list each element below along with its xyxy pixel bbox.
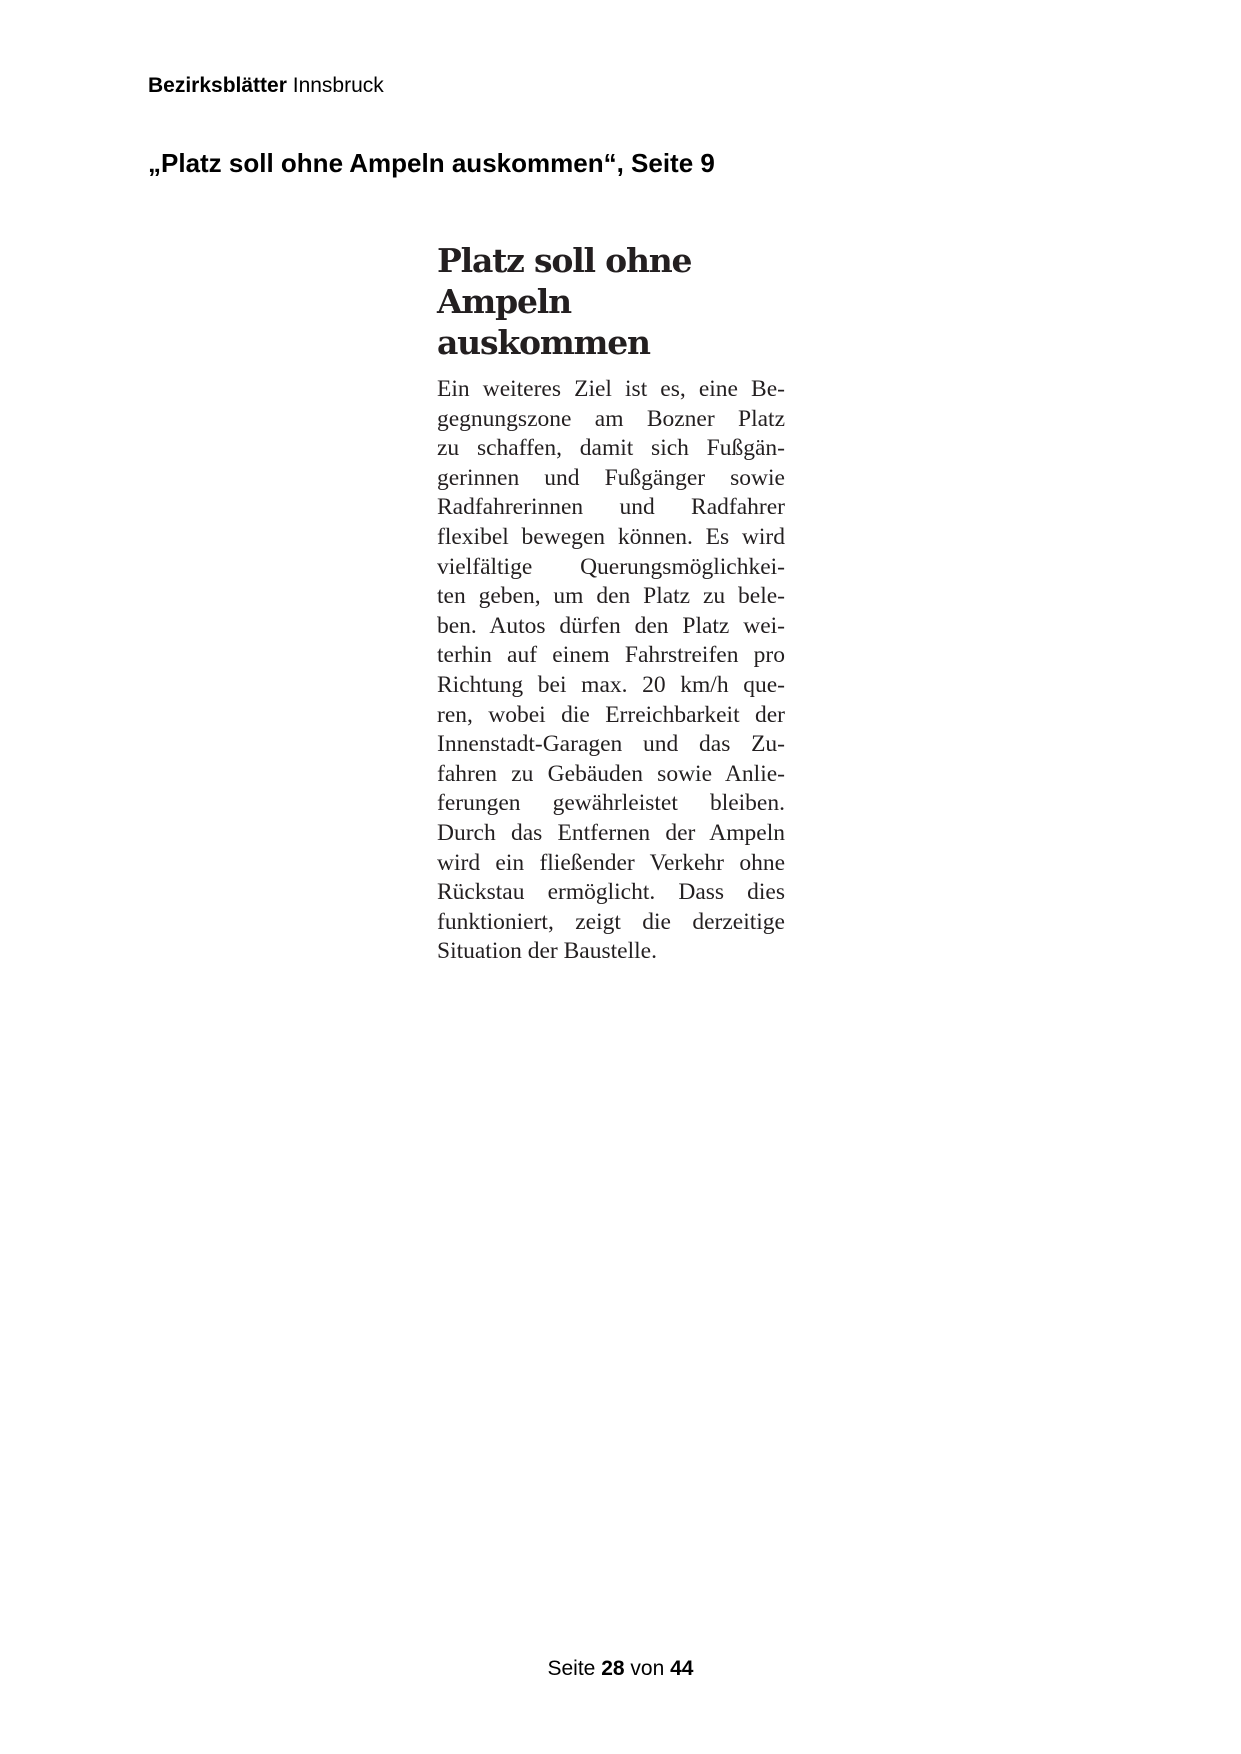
body-line: Situation der Baustelle. <box>437 938 657 965</box>
article-reference: „Platz soll ohne Ampeln auskommen“, Seite 9 <box>148 148 715 178</box>
total-pages: 44 <box>670 1657 694 1680</box>
article-body <box>437 375 785 967</box>
publication-header <box>148 74 384 98</box>
article-title <box>437 240 785 363</box>
body-line: ren, wobei die Erreichbarkeit der <box>437 701 785 728</box>
page-separator: von <box>630 1657 665 1680</box>
body-line: flexibel bewegen können. Es wird <box>437 523 785 550</box>
body-line: Rückstau ermöglicht. Dass dies <box>437 879 785 906</box>
body-line: Richtung bei max. 20 km/h que- <box>437 671 785 698</box>
publication-region: Innsbruck <box>292 74 384 97</box>
title-line: Ampeln auskommen <box>437 282 650 362</box>
body-line: fahren zu Gebäuden sowie Anlie- <box>437 760 785 787</box>
body-line: terhin auf einem Fahrstreifen pro <box>437 642 785 669</box>
body-line: ferungen gewährleistet bleiben. <box>437 790 785 817</box>
body-line: Durch das Entfernen der Ampeln <box>437 819 785 846</box>
body-line: gegnungszone am Bozner Platz <box>437 405 785 432</box>
body-line: vielfältige Querungsmöglichkei- <box>437 553 785 580</box>
body-line: Ein weiteres Ziel ist es, eine Be- <box>437 376 785 402</box>
body-line: Radfahrerinnen und Radfahrer <box>437 494 785 521</box>
body-line: wird ein fließender Verkehr ohne <box>437 849 785 876</box>
body-line: gerinnen und Fußgänger sowie <box>437 464 785 491</box>
title-line: Platz soll ohne <box>437 241 692 280</box>
body-line: funktioniert, zeigt die derzeitige <box>437 908 785 935</box>
body-line: ten geben, um den Platz zu bele- <box>437 583 785 610</box>
body-line: zu schaffen, damit sich Fußgän- <box>437 435 785 462</box>
body-line: Innenstadt-Garagen und das Zu- <box>437 731 785 758</box>
page-label: Seite <box>547 1657 596 1680</box>
article-clipping <box>437 240 785 967</box>
body-line: ben. Autos dürfen den Platz wei- <box>437 612 785 639</box>
page-footer <box>0 1657 1241 1681</box>
current-page: 28 <box>601 1657 625 1680</box>
publication-name: Bezirksblätter <box>148 74 287 97</box>
